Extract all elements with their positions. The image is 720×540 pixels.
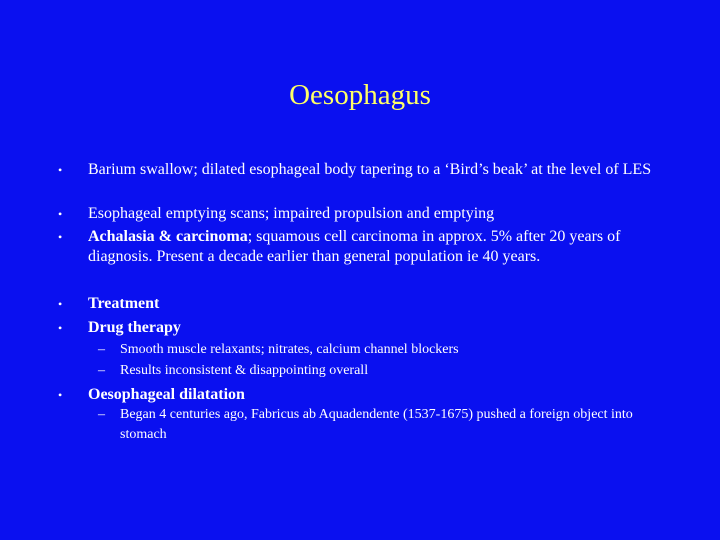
bullet-text: Esophageal emptying scans; impaired propulsion and emptying bbox=[88, 205, 495, 222]
bullet-treatment bbox=[58, 294, 678, 314]
sub-bullet-marker: – bbox=[98, 342, 105, 357]
sub-bullet-text: Began 4 centuries ago, Fabricus ab Aquadendente (1537-1675) pushed a foreign object into stomach bbox=[120, 407, 633, 442]
bullet-emptying-scans bbox=[58, 204, 678, 224]
bullet-marker: • bbox=[58, 297, 63, 311]
bullet-barium-swallow bbox=[58, 160, 678, 180]
sub-bullet-results bbox=[98, 361, 658, 381]
bullet-bold-text: Treatment bbox=[88, 295, 160, 312]
bullet-drug-therapy bbox=[58, 318, 678, 338]
bullet-bold-text: Oesophageal dilatation bbox=[88, 386, 245, 403]
bullet-text: Barium swallow; dilated esophageal body tapering to a ‘Bird’s beak’ at the level of LES bbox=[88, 161, 652, 178]
bullet-bold-text: Drug therapy bbox=[88, 319, 181, 336]
sub-bullet-history bbox=[98, 405, 658, 445]
bullet-marker: • bbox=[58, 207, 63, 221]
sub-bullet-text: Smooth muscle relaxants; nitrates, calcium channel blockers bbox=[120, 342, 459, 357]
bullet-text: ; squamous cell carcinoma in approx. 5% after 20 years of diagnosis. Present a decade earlier than general population ie 40 years. bbox=[88, 228, 621, 265]
bullet-marker: • bbox=[58, 321, 63, 335]
bullet-bold-text: Achalasia & carcinoma bbox=[88, 228, 248, 245]
bullet-oesophageal-dilatation bbox=[58, 385, 678, 405]
sub-bullet-marker: – bbox=[98, 407, 105, 422]
sub-bullet-marker: – bbox=[98, 363, 105, 378]
sub-bullet-text: Results inconsistent & disappointing overall bbox=[120, 363, 369, 378]
bullet-marker: • bbox=[58, 230, 63, 244]
bullet-marker: • bbox=[58, 388, 63, 402]
bullet-achalasia-carcinoma bbox=[58, 227, 678, 267]
slide-title: Oesophagus bbox=[289, 79, 431, 111]
sub-bullet-relaxants bbox=[98, 340, 658, 360]
bullet-marker: • bbox=[58, 163, 63, 177]
